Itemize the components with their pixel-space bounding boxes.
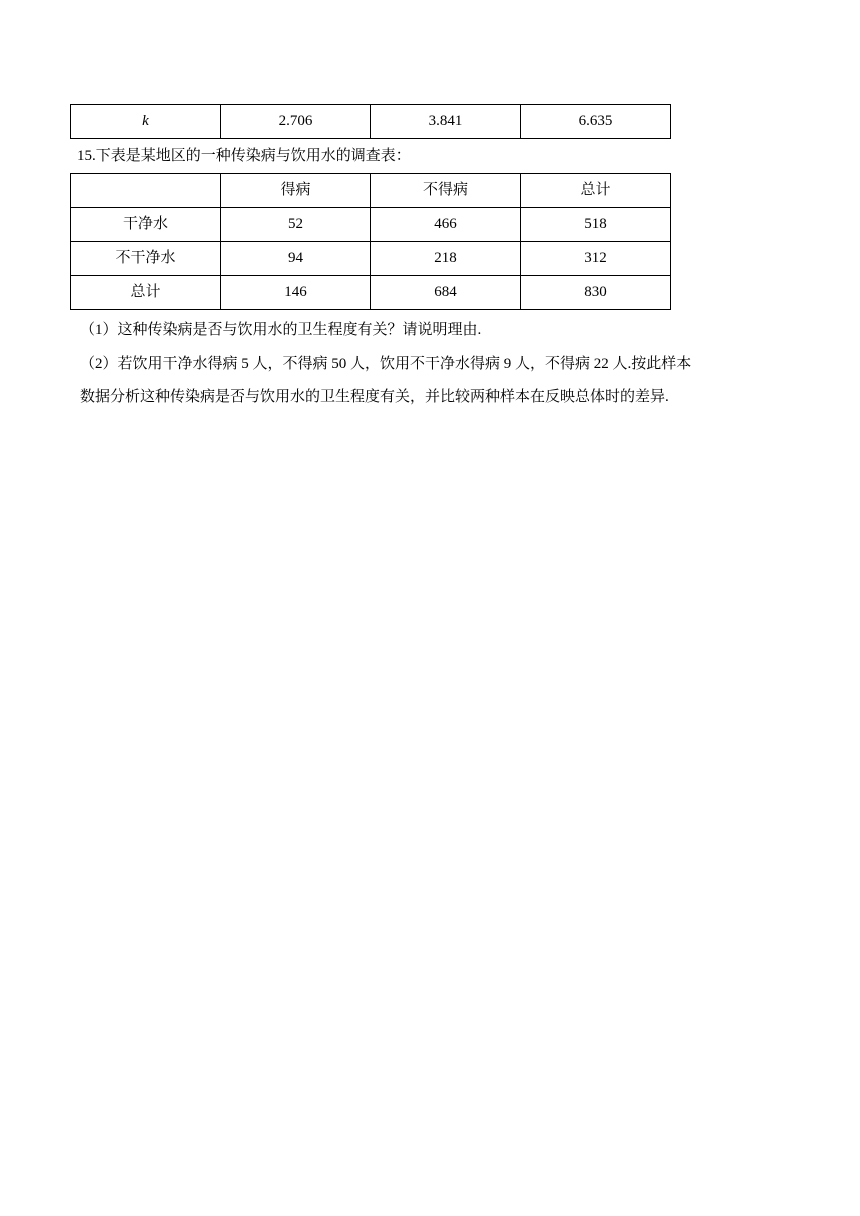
table-header-cell: 得病 (221, 174, 371, 208)
table-cell: 218 (371, 242, 521, 276)
critical-value-table (70, 104, 671, 139)
table-row (71, 276, 671, 310)
question-2-continued: 数据分析这种传染病是否与饮用水的卫生程度有关，并比较两种样本在反映总体时的差异. (80, 389, 669, 405)
table-cell: 6.635 (521, 105, 671, 139)
table-cell: 94 (221, 242, 371, 276)
table-cell: 466 (371, 208, 521, 242)
question-2: （2）若饮用干净水得病 5 人，不得病 50 人，饮用不干净水得病 9 人，不得病 22 人.按此样本 (80, 356, 692, 372)
question-1: （1）这种传染病是否与饮用水的卫生程度有关？请说明理由. (80, 322, 482, 338)
table-cell: 830 (521, 276, 671, 310)
table-row (71, 242, 671, 276)
table-cell: 2.706 (221, 105, 371, 139)
table-header-row (71, 174, 671, 208)
table-cell: 146 (221, 276, 371, 310)
table-row (71, 208, 671, 242)
table-cell: 518 (521, 208, 671, 242)
table-cell: 3.841 (371, 105, 521, 139)
table-header-cell (71, 174, 221, 208)
problem-title: 15.下表是某地区的一种传染病与饮用水的调查表： (77, 148, 411, 164)
survey-table (70, 173, 671, 310)
table-cell: 52 (221, 208, 371, 242)
table-cell: k (71, 105, 221, 139)
table-row (71, 105, 671, 139)
row-label: 总计 (71, 276, 221, 310)
table-header-cell: 总计 (521, 174, 671, 208)
table-cell: 684 (371, 276, 521, 310)
row-label: 干净水 (71, 208, 221, 242)
table-header-cell: 不得病 (371, 174, 521, 208)
table-cell: 312 (521, 242, 671, 276)
row-label: 不干净水 (71, 242, 221, 276)
